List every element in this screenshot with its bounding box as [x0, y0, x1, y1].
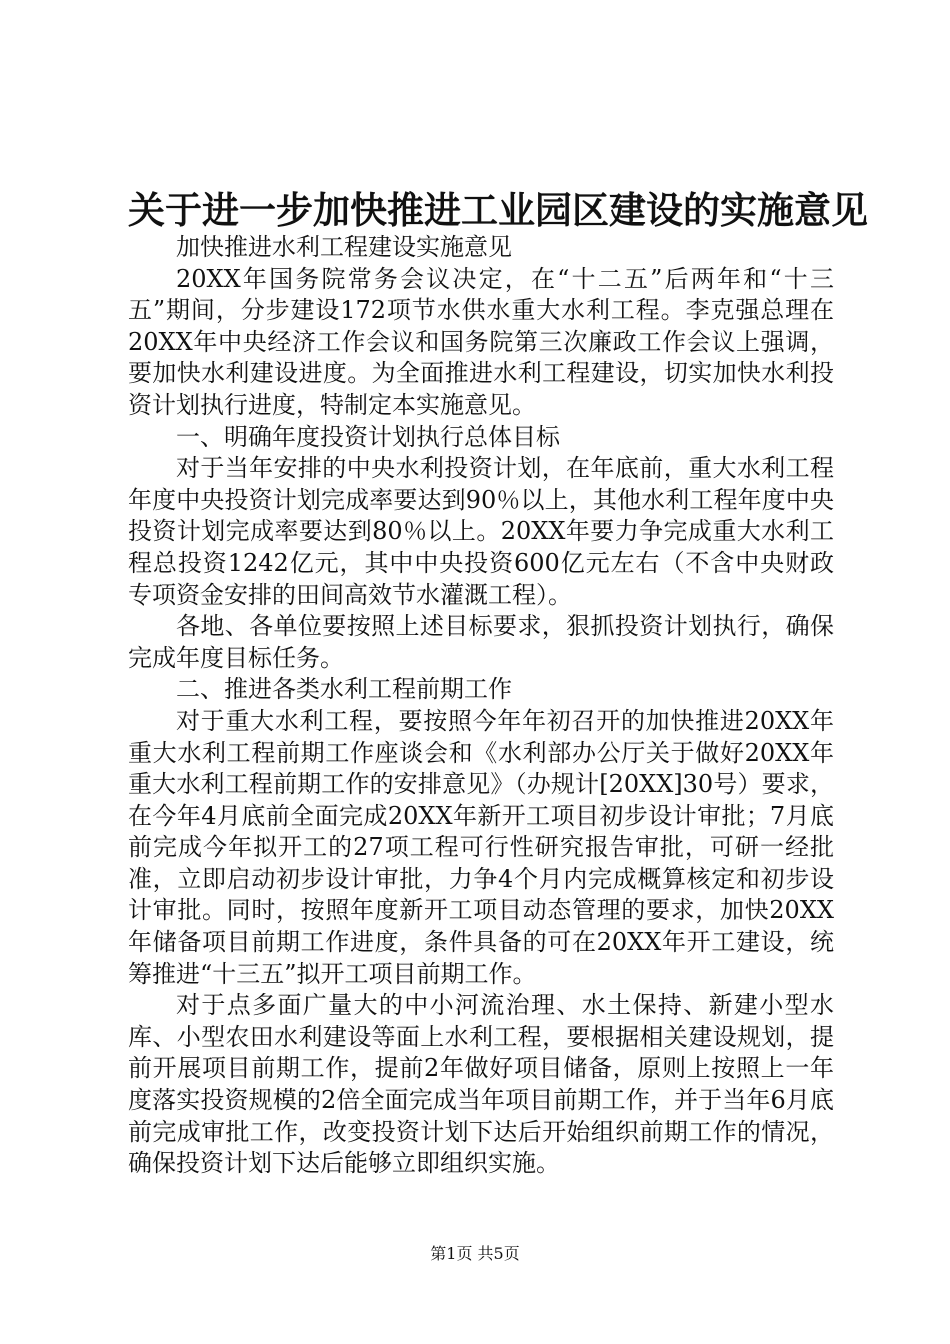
- subtitle-paragraph: 加快推进水利工程建设实施意见: [176, 233, 512, 261]
- body-paragraph: 各地、各单位要按照上述目标要求，狠抓投资计划执行，确保完成年度目标任务。: [128, 612, 834, 672]
- section-heading-2: 二、推进各类水利工程前期工作: [176, 675, 512, 704]
- body-paragraph: 对于重大水利工程，要按照今年年初召开的加快推进20XX年重大水利工程前期工作座谈会和《水利部办公厅关于做好20XX年重大水利工程前期工作的安排意见》（办规计[20XX]30号）要求，在今年4月底前全面完成20XX年新开工项目初步设计审批；7月底前完成今年拟开工的27项工程可行性研究报告审批，可研一经批准，立即启动初步设计审批，力争4个月内完成概算核定和初步设计审批。同时，按照年度新开工项目动态管理的要求，加快20XX年储备项目前期工作进度，条件具备的可在20XX年开工建设，统筹推进“十三五”拟开工项目前期工作。: [128, 706, 834, 988]
- document-title: 关于进一步加快推进工业园区建设的实施意见: [128, 188, 868, 232]
- body-paragraph: 对于点多面广量大的中小河流治理、水土保持、新建小型水库、小型农田水利建设等面上水利工程，要根据相关建设规划，提前开展项目前期工作，提前2年做好项目储备，原则上按照上一年度落实投资规模的2倍全面完成当年项目前期工作，并于当年6月底前完成审批工作，改变投资计划下达后开始组织前期工作的情况，确保投资计划下达后能够立即组织实施。: [128, 991, 834, 1178]
- page-number-footer: 第1页 共5页: [430, 1244, 520, 1263]
- section-heading-1: 一、明确年度投资计划执行总体目标: [176, 422, 560, 451]
- intro-paragraph: 20XX年国务院常务会议决定，在“十二五”后两年和“十三五”期间，分步建设172项节水供水重大水利工程。李克强总理在20XX年中央经济工作会议和国务院第三次廉政工作会议上强调，要加快水利建设进度。为全面推进水利工程建设，切实加快水利投资计划执行进度，特制定本实施意见。: [128, 264, 834, 419]
- body-paragraph: 对于当年安排的中央水利投资计划，在年底前，重大水利工程年度中央投资计划完成率要达到90％以上，其他水利工程年度中央投资计划完成率要达到80％以上。20XX年要力争完成重大水利工程总投资1242亿元，其中中央投资600亿元左右（不含中央财政专项资金安排的田间高效节水灌溉工程）。: [128, 454, 834, 609]
- document-body: [128, 232, 834, 1180]
